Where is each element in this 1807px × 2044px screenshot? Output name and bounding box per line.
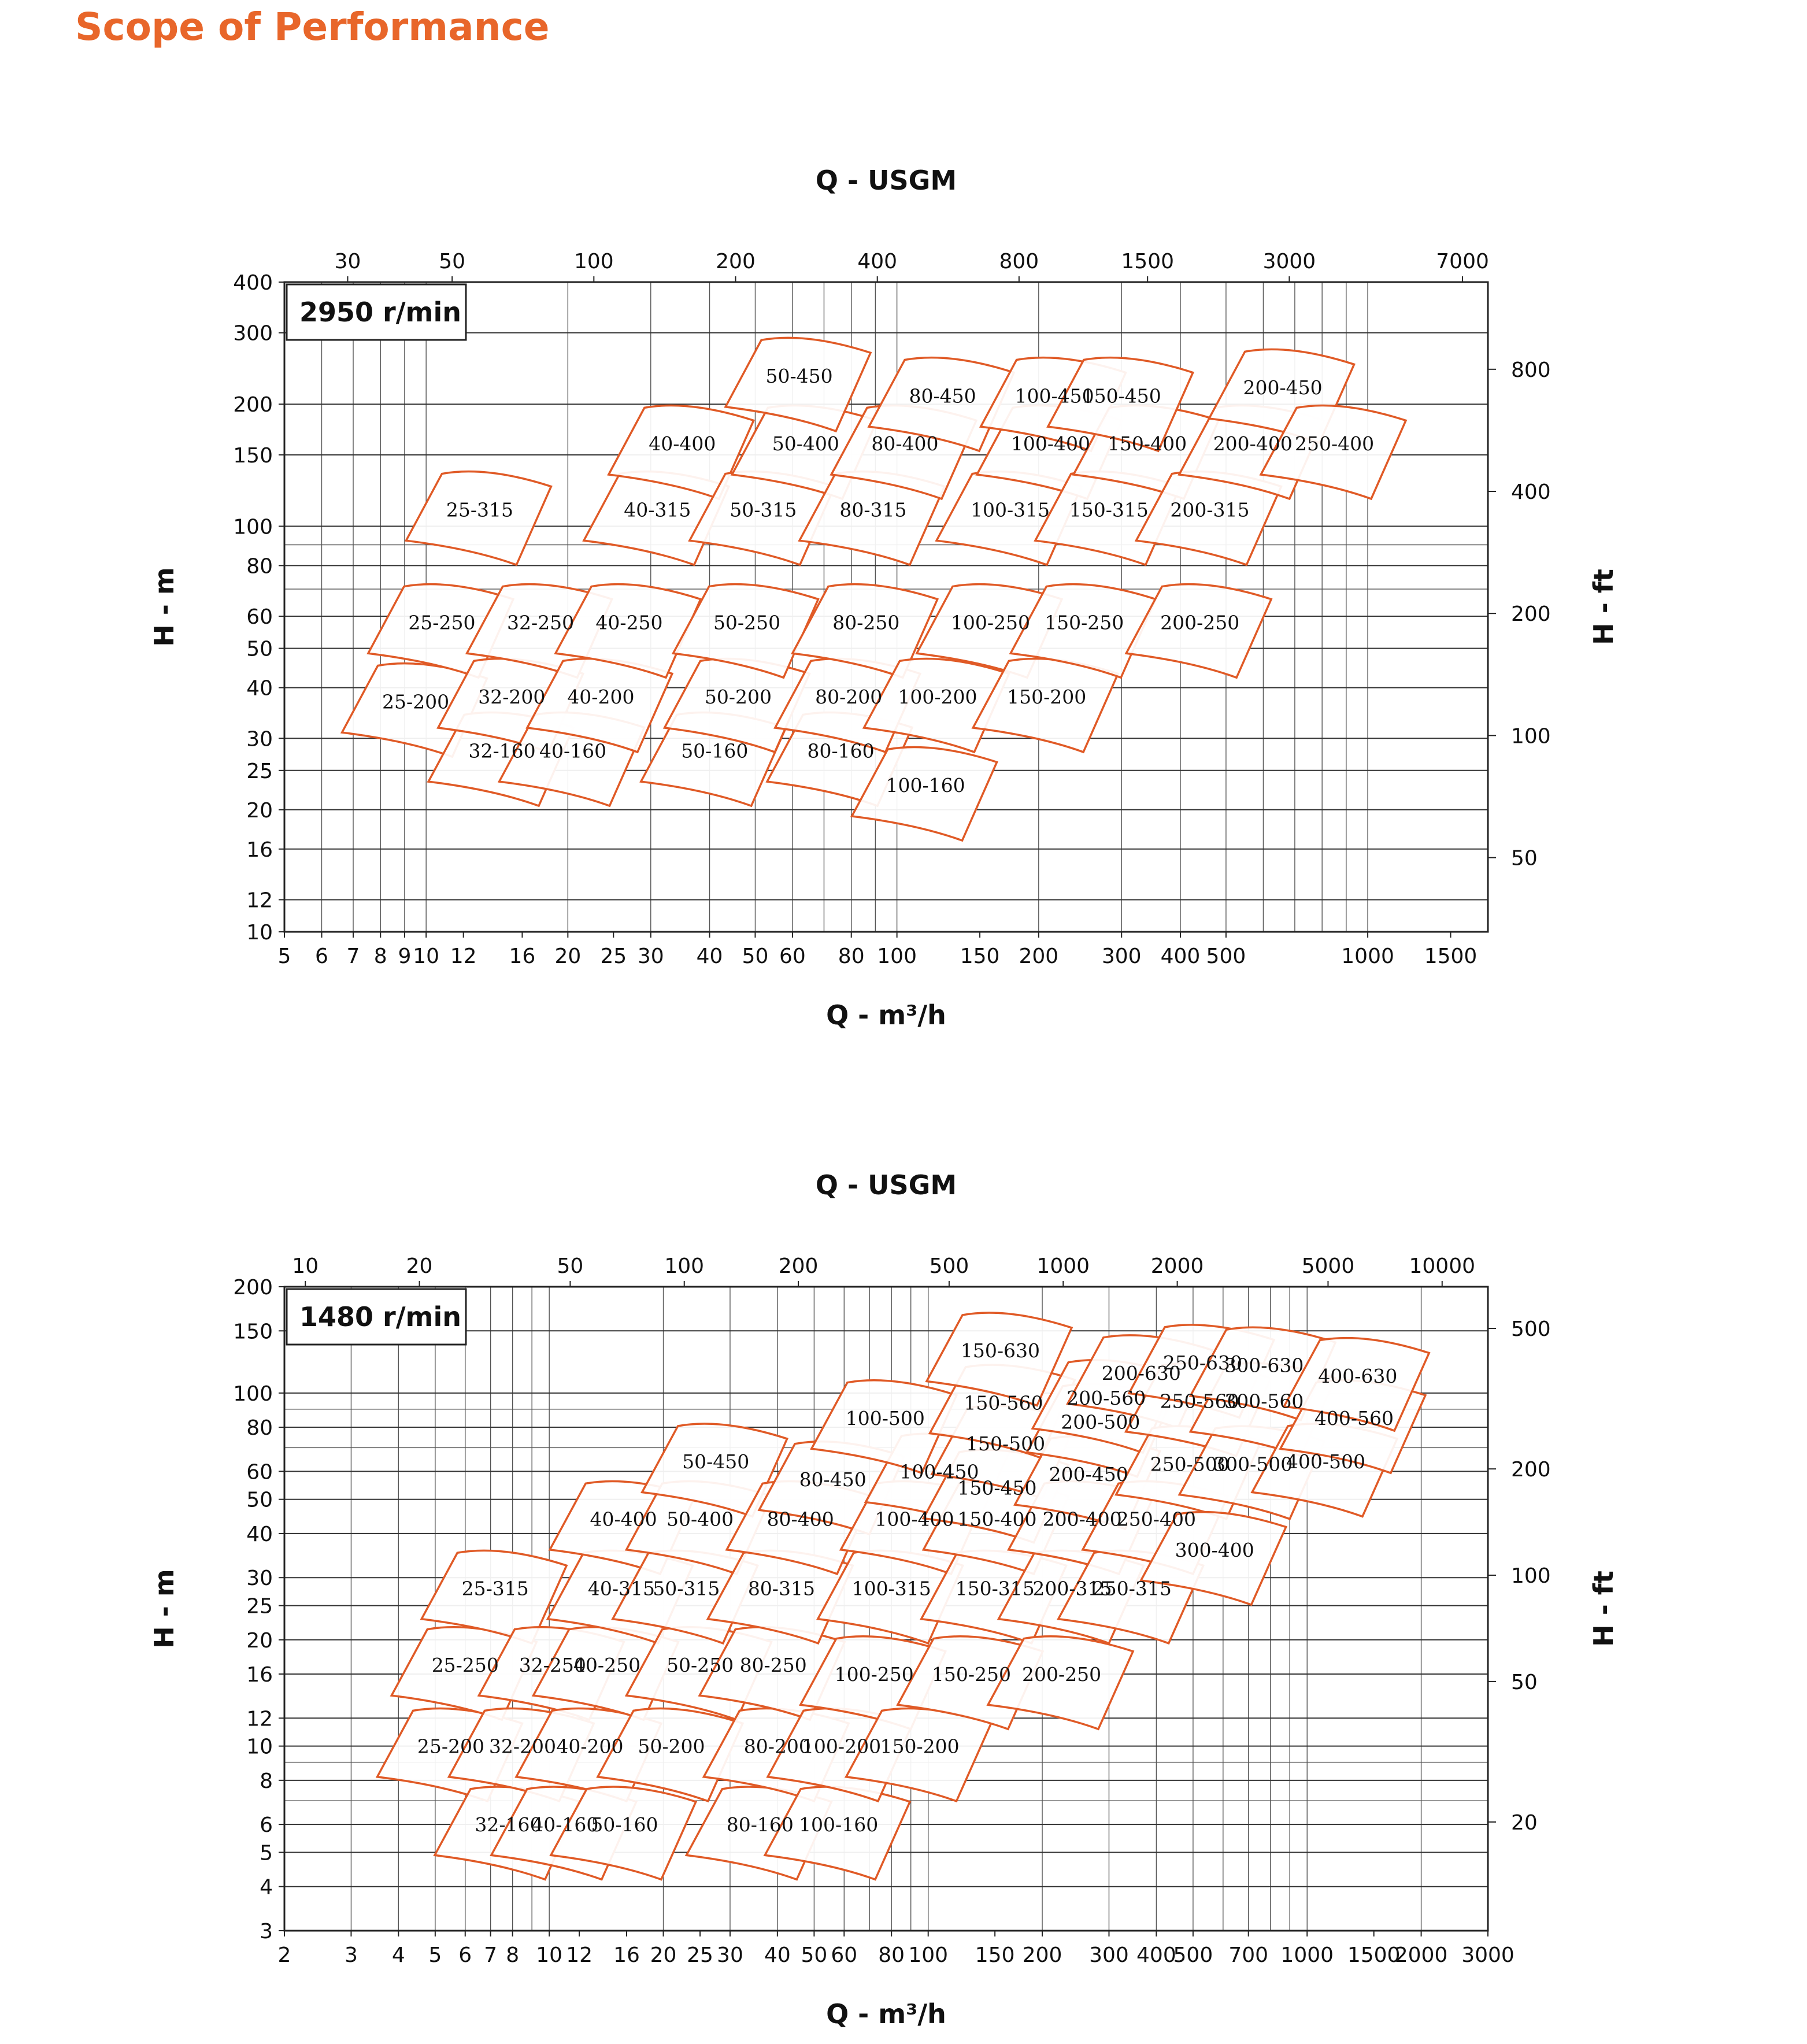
y-tick-label: 40 [246,676,273,701]
pump-label-40-250: 40-250 [573,1653,641,1676]
pump-label-32-160: 32-160 [475,1813,542,1836]
x-tick-label: 1000 [1280,1943,1334,1967]
y-tick-label: 10 [246,921,273,945]
pump-label-50-250: 50-250 [713,611,781,634]
y-tick-label: 80 [246,1416,273,1441]
y-tick-label: 4 [260,1875,273,1899]
right-tick-label: 100 [1511,1564,1551,1588]
top-tick-label: 1500 [1121,250,1175,273]
x-tick-label: 9 [398,945,412,968]
pump-label-200-450: 200-450 [1243,376,1323,399]
pump-label-100-160: 100-160 [886,774,965,797]
y-tick-label: 200 [233,1276,273,1299]
x-axis-title-top: Q - USGM [815,165,957,196]
x-tick-label: 200 [1019,945,1059,968]
right-tick-label: 50 [1511,1670,1538,1694]
pump-label-150-500: 150-500 [965,1432,1046,1455]
pump-label-25-250: 25-250 [431,1653,499,1676]
x-tick-label: 16 [613,1943,640,1967]
pump-label-40-400: 40-400 [649,432,716,456]
x-tick-label: 300 [1089,1943,1129,1967]
pump-label-250-500: 250-500 [1150,1453,1230,1476]
top-tick-label: 30 [334,250,361,273]
pump-label-250-400: 250-400 [1295,432,1375,456]
right-tick-label: 400 [1511,480,1551,505]
x-tick-label: 6 [458,1943,472,1967]
pump-label-300-560: 300-560 [1224,1390,1304,1413]
pump-label-150-400: 150-400 [957,1508,1037,1531]
y-tick-label: 100 [233,515,273,539]
y-tick-label: 100 [233,1382,273,1406]
right-tick-label: 800 [1511,358,1551,382]
top-tick-label: 100 [573,250,614,273]
pump-label-25-315: 25-315 [461,1577,529,1600]
pump-label-150-315: 150-315 [955,1577,1035,1600]
x-tick-label: 8 [506,1943,520,1967]
pump-label-80-400: 80-400 [871,432,939,456]
y-tick-label: 60 [246,605,273,630]
top-tick-label: 400 [857,250,898,273]
pump-label-25-200: 25-200 [417,1735,485,1758]
pump-label-80-160: 80-160 [726,1813,794,1836]
y-tick-label: 200 [233,393,273,417]
x-tick-label: 12 [566,1943,593,1967]
x-tick-label: 25 [687,1943,713,1967]
top-tick-label: 3000 [1262,250,1316,273]
x-tick-label: 60 [779,945,806,968]
top-tick-label: 10000 [1409,1254,1476,1278]
x-tick-label: 50 [742,945,769,968]
y-tick-label: 30 [246,727,273,751]
pump-label-40-200: 40-200 [567,686,635,709]
pump-label-200-630: 200-630 [1101,1362,1181,1385]
pump-label-200-400: 200-400 [1042,1508,1122,1531]
y-tick-label: 16 [246,1662,273,1687]
pump-label-250-400: 250-400 [1116,1508,1196,1531]
pump-label-50-315: 50-315 [730,498,797,521]
pump-label-300-400: 300-400 [1175,1538,1254,1561]
y-axis-title-right: H - ft [1588,569,1619,645]
pump-label-40-160: 40-160 [531,1813,599,1836]
pump-label-40-200: 40-200 [556,1735,624,1758]
pump-label-40-250: 40-250 [595,611,663,634]
y-tick-label: 30 [246,1567,273,1591]
x-tick-label: 1500 [1347,1943,1401,1967]
pump-label-80-450: 80-450 [799,1468,867,1491]
x-tick-label: 60 [831,1943,858,1967]
x-tick-label: 2 [277,1943,291,1967]
x-tick-label: 300 [1101,945,1142,968]
x-tick-label: 400 [1160,945,1201,968]
pump-label-200-500: 200-500 [1061,1410,1141,1434]
pump-label-200-450: 200-450 [1049,1462,1128,1486]
speed-label: 2950 r/min [299,297,461,328]
x-tick-label: 3 [344,1943,358,1967]
pump-label-80-400: 80-400 [767,1508,834,1531]
x-tick-label: 3000 [1461,1943,1515,1967]
x-tick-label: 100 [908,1943,949,1967]
x-tick-label: 30 [717,1943,743,1967]
pump-label-50-450: 50-450 [682,1450,750,1473]
pump-label-200-400: 200-400 [1213,432,1293,456]
x-axis-title-bottom: Q - m³/h [826,999,946,1031]
x-tick-label: 1500 [1424,945,1478,968]
top-tick-label: 2000 [1150,1254,1204,1278]
x-tick-label: 100 [877,945,917,968]
y-tick-label: 80 [246,554,273,579]
pump-label-50-400: 50-400 [772,432,839,456]
pump-label-150-450: 150-450 [957,1476,1037,1499]
top-tick-label: 7000 [1436,250,1489,273]
pump-label-400-500: 400-500 [1286,1450,1366,1473]
y-tick-label: 3 [260,1920,273,1943]
x-tick-label: 200 [1022,1943,1062,1967]
x-axis-title-bottom: Q - m³/h [826,1998,946,2030]
pump-label-150-315: 150-315 [1069,498,1149,521]
pump-label-100-400: 100-400 [1010,432,1090,456]
x-tick-label: 6 [315,945,328,968]
x-tick-label: 40 [696,945,723,968]
y-tick-label: 6 [260,1813,273,1838]
x-tick-label: 4 [391,1943,405,1967]
pump-label-200-315: 200-315 [1170,498,1250,521]
chart-2950-svg [0,156,1807,1058]
x-tick-label: 20 [650,1943,677,1967]
right-tick-label: 500 [1511,1317,1551,1342]
x-tick-label: 400 [1136,1943,1176,1967]
top-tick-label: 200 [716,250,756,273]
y-axis-title-left: H - m [149,1569,180,1649]
top-tick-label: 5000 [1301,1254,1355,1278]
pump-label-200-315: 200-315 [1032,1577,1112,1600]
pump-label-150-560: 150-560 [964,1391,1043,1414]
x-tick-label: 2000 [1394,1943,1448,1967]
y-axis-title-right: H - ft [1588,1571,1619,1647]
pump-label-300-630: 300-630 [1224,1354,1304,1377]
pump-label-50-400: 50-400 [666,1508,734,1531]
x-tick-label: 40 [764,1943,791,1967]
x-tick-label: 80 [878,1943,905,1967]
x-tick-label: 1000 [1341,945,1394,968]
performance-chart-1480 [0,1162,1807,2042]
pump-label-40-400: 40-400 [590,1508,657,1531]
x-tick-label: 16 [509,945,536,968]
pump-label-100-200: 100-200 [898,686,977,709]
y-tick-label: 16 [246,838,273,862]
pump-label-80-160: 80-160 [807,739,875,762]
pump-label-80-200: 80-200 [815,686,883,709]
pump-label-100-200: 100-200 [801,1735,882,1758]
pump-label-50-200: 50-200 [704,686,772,709]
pump-label-40-315: 40-315 [587,1577,656,1600]
pump-label-100-315: 100-315 [851,1577,931,1600]
pump-label-100-160: 100-160 [799,1813,879,1836]
pump-label-150-200: 150-200 [1007,686,1087,709]
y-tick-label: 5 [260,1841,273,1865]
y-tick-label: 8 [260,1769,273,1793]
pump-label-25-200: 25-200 [382,690,450,713]
y-tick-label: 150 [233,1320,273,1344]
pump-label-25-315: 25-315 [446,498,514,521]
y-tick-label: 60 [246,1460,273,1484]
speed-label: 1480 r/min [299,1301,461,1332]
y-tick-label: 20 [246,798,273,823]
pump-label-100-400: 100-400 [875,1508,954,1531]
y-tick-label: 400 [233,271,273,295]
x-tick-label: 12 [450,945,477,968]
y-tick-label: 300 [233,321,273,346]
x-tick-label: 7 [484,1943,498,1967]
y-tick-label: 20 [246,1628,273,1653]
pump-label-100-450: 100-450 [899,1460,979,1483]
x-tick-label: 10 [413,945,440,968]
pump-label-32-160: 32-160 [468,739,536,762]
pump-label-50-250: 50-250 [666,1653,734,1676]
top-tick-label: 500 [929,1254,969,1278]
pump-label-250-315: 250-315 [1092,1577,1172,1600]
pump-label-32-200: 32-200 [478,686,546,709]
x-tick-label: 5 [428,1943,442,1967]
right-tick-label: 20 [1511,1810,1538,1835]
top-tick-label: 800 [999,250,1039,273]
right-tick-label: 200 [1511,602,1551,627]
x-tick-label: 700 [1228,1943,1269,1967]
pump-label-100-500: 100-500 [845,1406,925,1430]
pump-label-150-200: 150-200 [880,1735,960,1758]
right-tick-label: 100 [1511,724,1551,749]
pump-label-200-560: 200-560 [1067,1386,1146,1409]
top-tick-label: 50 [557,1254,584,1278]
x-tick-label: 25 [600,945,627,968]
right-tick-label: 50 [1511,846,1538,871]
x-tick-label: 20 [554,945,582,968]
pump-label-80-315: 80-315 [747,1577,815,1600]
pump-label-40-315: 40-315 [624,498,691,521]
y-tick-label: 40 [246,1522,273,1546]
y-tick-label: 150 [233,443,273,468]
y-tick-label: 50 [246,637,273,661]
pump-label-50-160: 50-160 [591,1813,658,1836]
page-title: Scope of Performance [75,5,550,49]
pump-label-80-250: 80-250 [739,1653,807,1676]
x-tick-label: 500 [1206,945,1246,968]
pump-label-100-450: 100-450 [1014,384,1094,408]
x-tick-label: 30 [637,945,664,968]
x-tick-label: 7 [346,945,360,968]
pump-label-80-200: 80-200 [743,1735,811,1758]
pump-label-400-560: 400-560 [1314,1406,1394,1430]
x-tick-label: 150 [960,945,1000,968]
top-tick-label: 200 [778,1254,819,1278]
x-tick-label: 150 [975,1943,1015,1967]
top-tick-label: 100 [664,1254,705,1278]
y-tick-label: 12 [246,888,273,913]
pump-label-50-160: 50-160 [681,739,749,762]
pump-label-32-250: 32-250 [507,611,575,634]
pump-label-250-630: 250-630 [1162,1351,1243,1375]
pump-label-200-250: 200-250 [1022,1662,1102,1686]
pump-label-150-400: 150-400 [1107,432,1187,456]
right-tick-label: 200 [1511,1458,1551,1482]
pump-label-80-250: 80-250 [832,611,900,634]
y-tick-label: 10 [246,1735,273,1759]
x-tick-label: 80 [838,945,865,968]
pump-label-32-200: 32-200 [488,1735,556,1758]
y-axis-title-left: H - m [149,567,180,647]
x-tick-label: 50 [801,1943,828,1967]
y-tick-label: 12 [246,1707,273,1731]
pump-label-100-315: 100-315 [970,498,1050,521]
pump-label-25-250: 25-250 [408,611,476,634]
top-tick-label: 20 [406,1254,433,1278]
pump-label-50-200: 50-200 [638,1735,705,1758]
x-tick-label: 10 [536,1943,563,1967]
pump-label-300-500: 300-500 [1213,1453,1293,1476]
chart-1480-svg [0,1162,1807,2042]
pump-label-250-560: 250-560 [1160,1390,1239,1413]
x-tick-label: 5 [277,945,291,968]
pump-label-400-630: 400-630 [1318,1364,1398,1387]
x-tick-label: 500 [1173,1943,1213,1967]
top-tick-label: 50 [439,250,466,273]
pump-label-40-160: 40-160 [539,739,607,762]
pump-label-50-450: 50-450 [765,365,833,388]
pump-label-100-250: 100-250 [950,611,1030,634]
pump-label-150-630: 150-630 [960,1339,1040,1362]
pump-label-150-450: 150-450 [1082,384,1161,408]
pump-label-32-250: 32-250 [519,1653,586,1676]
pump-label-50-315: 50-315 [653,1577,720,1600]
x-axis-title-top: Q - USGM [815,1169,957,1201]
pump-label-150-250: 150-250 [1045,611,1124,634]
y-tick-label: 25 [246,759,273,783]
pump-label-100-250: 100-250 [834,1662,914,1686]
performance-chart-2950 [0,156,1807,1058]
top-tick-label: 1000 [1036,1254,1090,1278]
y-tick-label: 50 [246,1488,273,1512]
pump-label-80-315: 80-315 [839,498,907,521]
y-tick-label: 25 [246,1594,273,1619]
pump-label-80-450: 80-450 [909,384,976,408]
pump-label-200-250: 200-250 [1160,611,1240,634]
x-tick-label: 8 [373,945,387,968]
top-tick-label: 10 [292,1254,319,1278]
pump-label-150-250: 150-250 [931,1662,1011,1686]
